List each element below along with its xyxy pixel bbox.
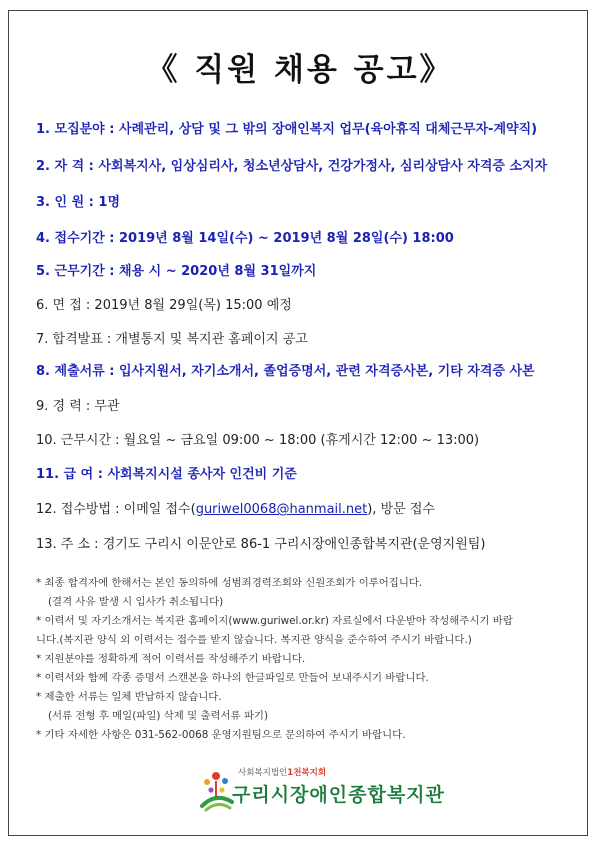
logo-name: 구리시장애인종합복지관: [232, 784, 445, 806]
item-recruit-field: 1. 모집분야 : 사례관리, 상담 및 그 밖의 장애인복지 업무(육아휴직 대체근무자-계약직): [36, 122, 538, 137]
item-work-period: 5. 근무기간 : 채용 시 ~ 2020년 8월 31일까지: [36, 264, 317, 279]
logo-subtitle-highlight: 1천복지회: [287, 768, 327, 778]
item-salary: 11. 급 여 : 사회복지시설 종사자 인건비 기준: [36, 467, 297, 482]
page-title: 《 직원 채용 공고》: [146, 52, 454, 88]
item-work-hours: 10. 근무시간 : 월요일 ~ 금요일 09:00 ~ 18:00 (휴게시간 12:00 ~ 13:00): [36, 433, 480, 448]
note-line: (결격 사유 발생 시 입사가 취소됩니다): [48, 596, 224, 608]
email-link[interactable]: guriwel0068@hanmail.net: [195, 502, 368, 517]
application-method-prefix: 12. 접수방법 : 이메일 접수(: [36, 502, 196, 517]
logo-subtitle: [238, 766, 326, 778]
item-headcount: 3. 인 원 : 1명: [36, 195, 121, 210]
note-line: * 제출한 서류는 일체 반납하지 않습니다.: [36, 691, 222, 703]
note-line: * 지원분야를 정확하게 적어 이력서를 작성해주기 바랍니다.: [36, 653, 306, 665]
note-line: * 최종 합격자에 한해서는 본인 동의하에 성범죄경력조회와 신원조회가 이루어집니다.: [36, 577, 423, 589]
item-documents: 8. 제출서류 : 입사지원서, 자기소개서, 졸업증명서, 관련 자격증사본, 기타 자격증 사본: [36, 364, 535, 379]
item-interview: 6. 면 접 : 2019년 8월 29일(목) 15:00 예정: [36, 298, 292, 313]
note-line: * 이력서와 함께 각종 증명서 스캔본을 하나의 한글파일로 만들어 보내주시기 바랍니다.: [36, 672, 429, 684]
notes-list: [36, 574, 566, 745]
logo-subtitle-text: 사회복지법인: [238, 768, 288, 778]
item-experience: 9. 경 력 : 무관: [36, 399, 120, 414]
note-line: (서류 전형 후 메일(파일) 삭제 및 출력서류 파기): [48, 710, 269, 722]
note-line: * 기타 자세한 사항은 031-562-0068 운영지원팀으로 문의하여 주시기 바랍니다.: [36, 729, 406, 741]
application-method-suffix: ), 방문 접수: [367, 502, 435, 517]
item-application-period: 4. 접수기간 : 2019년 8월 14일(수) ~ 2019년 8월 28일(수) 18:00: [36, 231, 454, 246]
item-qualification: 2. 자 격 : 사회복지사, 임상심리사, 청소년상담사, 건강가정사, 심리상담사 자격증 소지자: [36, 159, 548, 174]
organization-logo: [196, 766, 445, 816]
logo-figure-icon: [196, 766, 236, 812]
item-address: 13. 주 소 : 경기도 구리시 이문안로 86-1 구리시장애인종합복지관(운영지원팀): [36, 537, 486, 552]
note-line: * 이력서 및 자기소개서는 복지관 홈페이지(www.guriwel.or.kr) 자료실에서 다운받아 작성해주시기 바랍: [36, 615, 513, 627]
note-line: 니다.(복지관 양식 외 이력서는 접수를 받지 않습니다. 복지관 양식을 준수하여 주시기 바랍니다.): [36, 634, 472, 646]
item-announcement: 7. 합격발표 : 개별통지 및 복지관 홈페이지 공고: [36, 332, 308, 347]
item-application-method: [36, 501, 576, 519]
